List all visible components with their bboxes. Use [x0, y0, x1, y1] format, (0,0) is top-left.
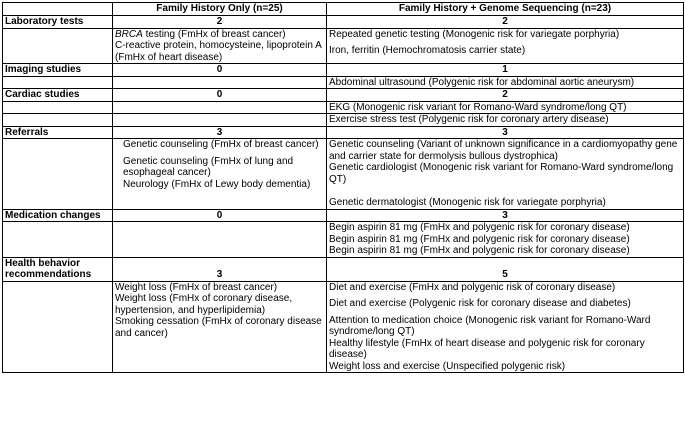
fhgs-count: 3 — [327, 126, 684, 139]
list-item: Weight loss (FmHx of coronary disease, hypertension, and hyperlipidemia) — [115, 293, 293, 316]
list-item: Genetic cardiologist (Monogenic risk variant for Romano-Ward syndrome/long QT) — [329, 162, 674, 185]
list-item: Smoking cessation (FmHx of coronary disease and cancer) — [115, 316, 322, 339]
fhgs-count: 2 — [327, 16, 684, 29]
fh-count: 0 — [113, 64, 327, 77]
item-text: testing (FmHx of breast cancer) — [142, 28, 286, 40]
fh-items — [113, 101, 327, 114]
fh-items — [113, 114, 327, 127]
category-label: Laboratory tests — [3, 16, 113, 29]
fhgs-items: Exercise stress test (Polygenic risk for coronary artery disease) — [327, 114, 684, 127]
header-category — [3, 3, 113, 16]
category-row-laboratory-tests — [3, 16, 684, 29]
fhgs-count: 2 — [327, 89, 684, 102]
fh-items — [113, 76, 327, 89]
list-item: Begin aspirin 81 mg (FmHx and polygenic risk for coronary disease) — [329, 245, 630, 256]
fh-count: 0 — [113, 89, 327, 102]
section-detail-health-behavior — [3, 281, 684, 373]
fh-count: 2 — [113, 16, 327, 29]
blank-cell — [3, 114, 113, 127]
blank-cell — [3, 28, 113, 64]
list-item: Diet and exercise (Polygenic risk for coronary disease and diabetes) — [329, 298, 631, 309]
fhgs-count: 5 — [327, 257, 684, 281]
fhgs-items — [327, 222, 684, 258]
section-detail-laboratory-tests — [3, 28, 684, 64]
list-item: Healthy lifestyle (FmHx of heart disease and polygenic risk for coronary disease) — [329, 337, 645, 360]
fhgs-count: 3 — [327, 209, 684, 222]
header-row — [3, 3, 684, 16]
gene-name: BRCA — [115, 28, 143, 40]
list-item: Genetic counseling (FmHx of lung and esophageal cancer) — [123, 155, 294, 178]
fhgs-items: EKG (Monogenic risk variant for Romano-Ward syndrome/long QT) — [327, 101, 684, 114]
section-detail-referrals — [3, 139, 684, 210]
list-item: Weight loss and exercise (Unspecified polygenic risk) — [329, 360, 566, 372]
category-label: Health behavior recommendations — [3, 257, 113, 281]
blank-cell — [3, 101, 113, 114]
category-label: Imaging studies — [3, 64, 113, 77]
header-family-history-genome: Family History + Genome Sequencing (n=23) — [327, 3, 684, 16]
list-item: Iron, ferritin (Hemochromatosis carrier state) — [329, 45, 526, 56]
list-item: Genetic counseling (Variant of unknown significance in a cardiomyopathy gene and carrier state for dermolysis bullous dystrophica) — [329, 139, 678, 162]
category-row-imaging-studies — [3, 64, 684, 77]
list-item: Begin aspirin 81 mg (FmHx and polygenic risk for coronary disease) — [329, 233, 630, 245]
list-item: Weight loss (FmHx of breast cancer) — [115, 281, 278, 293]
section-detail-cardiac-studies — [3, 101, 684, 114]
list-item: Attention to medication choice (Monogenic risk variant for Romano-Ward syndrome/long QT) — [329, 314, 651, 337]
section-detail-medication-changes — [3, 222, 684, 258]
blank-cell — [3, 222, 113, 258]
fhgs-items — [327, 28, 684, 64]
fhgs-items: Abdominal ultrasound (Polygenic risk for abdominal aortic aneurysm) — [327, 76, 684, 89]
fhgs-items — [327, 281, 684, 373]
fh-count: 0 — [113, 209, 327, 222]
category-label: Cardiac studies — [3, 89, 113, 102]
list-item: Genetic counseling (FmHx of breast cancer) — [123, 139, 319, 150]
list-item: Repeated genetic testing (Monogenic risk for variegate porphyria) — [329, 28, 620, 40]
blank-cell — [3, 76, 113, 89]
section-detail-imaging-studies — [3, 76, 684, 89]
header-family-history-only: Family History Only (n=25) — [113, 3, 327, 16]
fh-items — [113, 139, 327, 210]
recommendations-table — [2, 2, 684, 373]
category-row-medication-changes — [3, 209, 684, 222]
fhgs-count: 1 — [327, 64, 684, 77]
list-item: Begin aspirin 81 mg (FmHx and polygenic risk for coronary disease) — [329, 222, 630, 233]
list-item — [115, 29, 324, 41]
blank-cell — [3, 139, 113, 210]
section-detail-cardiac-studies — [3, 114, 684, 127]
category-row-referrals — [3, 126, 684, 139]
category-row-health-behavior — [3, 257, 684, 281]
category-row-cardiac-studies — [3, 89, 684, 102]
list-item: Diet and exercise (FmHx and polygenic risk of coronary disease) — [329, 281, 616, 293]
fh-items — [113, 222, 327, 258]
fh-items — [113, 28, 327, 64]
category-label: Referrals — [3, 126, 113, 139]
list-item: Genetic dermatologist (Monogenic risk for variegate porphyria) — [329, 197, 606, 208]
category-label: Medication changes — [3, 209, 113, 222]
list-item: Neurology (FmHx of Lewy body dementia) — [123, 178, 311, 190]
fhgs-items — [327, 139, 684, 210]
blank-cell — [3, 281, 113, 373]
list-item: C-reactive protein, homocysteine, lipoprotein A (FmHx of heart disease) — [115, 40, 322, 63]
fh-items — [113, 281, 327, 373]
fh-count: 3 — [113, 126, 327, 139]
fh-count: 3 — [113, 257, 327, 281]
